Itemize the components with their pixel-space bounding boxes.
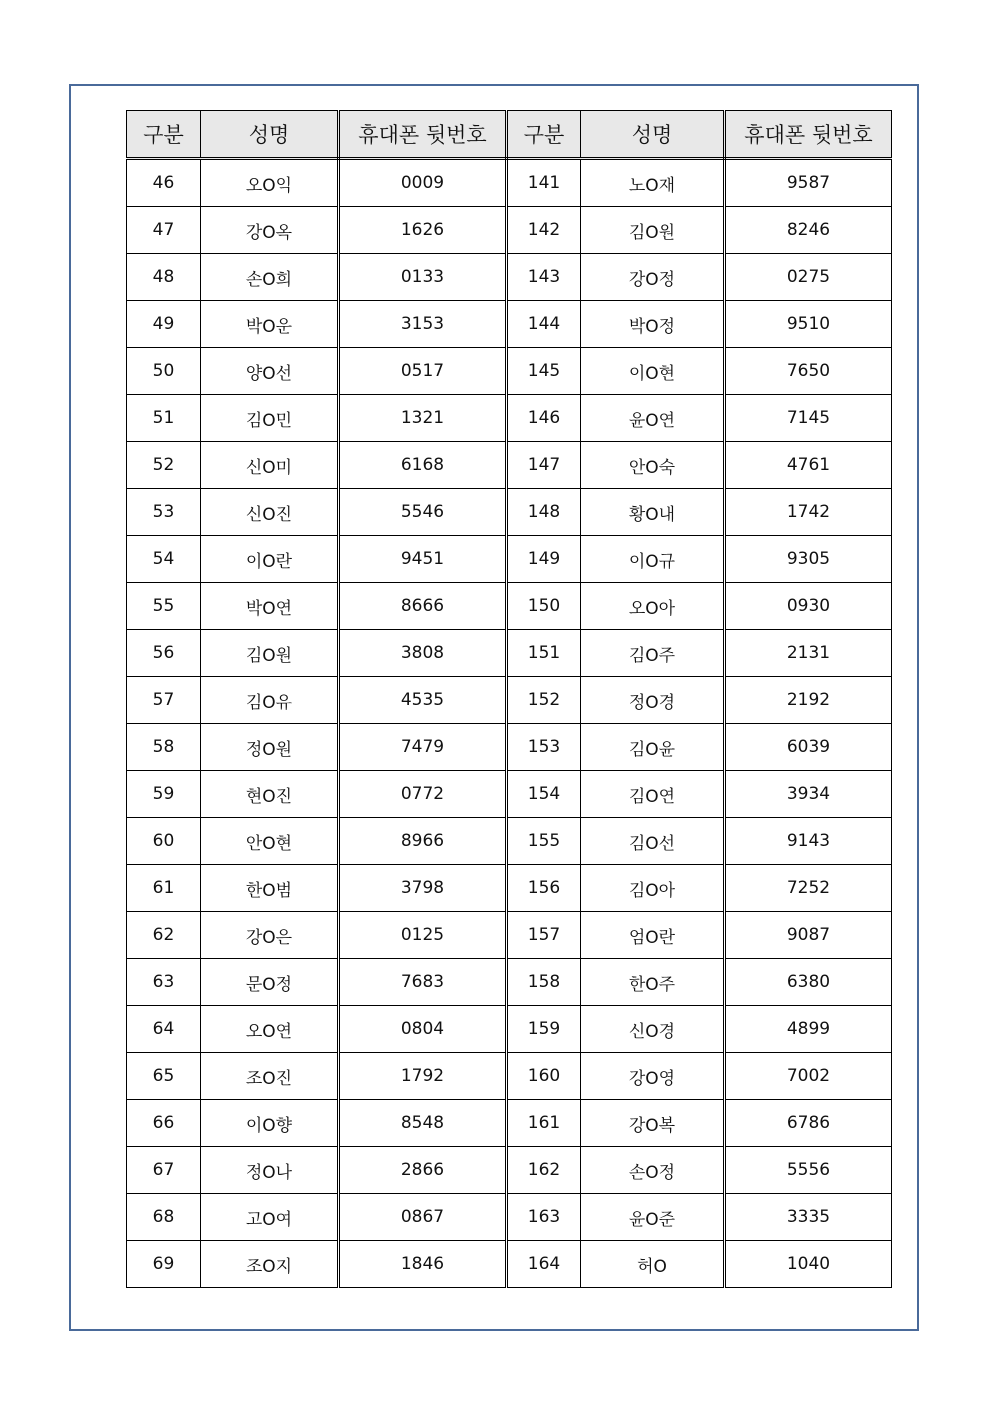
header-phone-last-digits: 휴대폰 뒷번호 — [725, 111, 892, 159]
cell-name: 정O원 — [201, 724, 339, 771]
table-row — [127, 254, 892, 301]
cell-name: 김O유 — [201, 677, 339, 724]
cell-category: 58 — [127, 724, 201, 771]
cell-category: 65 — [127, 1053, 201, 1100]
cell-phone: 4761 — [725, 442, 892, 489]
cell-name: 안O현 — [201, 818, 339, 865]
cell-category: 53 — [127, 489, 201, 536]
cell-category: 164 — [507, 1241, 581, 1288]
cell-phone: 7650 — [725, 348, 892, 395]
cell-phone: 5546 — [339, 489, 507, 536]
cell-phone: 0133 — [339, 254, 507, 301]
cell-phone: 0275 — [725, 254, 892, 301]
table-row — [127, 1147, 892, 1194]
table-row — [127, 818, 892, 865]
cell-category: 142 — [507, 207, 581, 254]
cell-name: 황O내 — [581, 489, 725, 536]
cell-phone: 3798 — [339, 865, 507, 912]
cell-category: 149 — [507, 536, 581, 583]
cell-name: 신O진 — [201, 489, 339, 536]
table-row — [127, 630, 892, 677]
cell-phone: 0517 — [339, 348, 507, 395]
cell-name: 이O규 — [581, 536, 725, 583]
cell-name: 김O원 — [581, 207, 725, 254]
cell-category: 155 — [507, 818, 581, 865]
cell-phone: 1040 — [725, 1241, 892, 1288]
cell-phone: 7145 — [725, 395, 892, 442]
header-category: 구분 — [507, 111, 581, 159]
cell-name: 손O희 — [201, 254, 339, 301]
cell-name: 노O재 — [581, 159, 725, 207]
cell-name: 김O민 — [201, 395, 339, 442]
cell-phone: 8966 — [339, 818, 507, 865]
cell-name: 강O정 — [581, 254, 725, 301]
cell-category: 48 — [127, 254, 201, 301]
cell-name: 오O연 — [201, 1006, 339, 1053]
table-row — [127, 536, 892, 583]
cell-phone: 6039 — [725, 724, 892, 771]
cell-name: 한O주 — [581, 959, 725, 1006]
cell-phone: 1846 — [339, 1241, 507, 1288]
cell-phone: 8246 — [725, 207, 892, 254]
cell-category: 52 — [127, 442, 201, 489]
cell-name: 신O미 — [201, 442, 339, 489]
roster-body — [127, 159, 892, 1288]
cell-category: 148 — [507, 489, 581, 536]
cell-name: 조O지 — [201, 1241, 339, 1288]
cell-category: 69 — [127, 1241, 201, 1288]
cell-name: 강O복 — [581, 1100, 725, 1147]
cell-name: 정O나 — [201, 1147, 339, 1194]
cell-name: 문O정 — [201, 959, 339, 1006]
cell-name: 엄O란 — [581, 912, 725, 959]
cell-phone: 7683 — [339, 959, 507, 1006]
cell-category: 64 — [127, 1006, 201, 1053]
cell-phone: 0930 — [725, 583, 892, 630]
cell-category: 47 — [127, 207, 201, 254]
cell-phone: 6380 — [725, 959, 892, 1006]
table-row — [127, 912, 892, 959]
cell-category: 145 — [507, 348, 581, 395]
table-row — [127, 348, 892, 395]
header-phone-last-digits: 휴대폰 뒷번호 — [339, 111, 507, 159]
cell-phone: 7252 — [725, 865, 892, 912]
table-row — [127, 1194, 892, 1241]
cell-category: 162 — [507, 1147, 581, 1194]
cell-category: 66 — [127, 1100, 201, 1147]
cell-category: 62 — [127, 912, 201, 959]
cell-category: 68 — [127, 1194, 201, 1241]
cell-name: 강O옥 — [201, 207, 339, 254]
table-row — [127, 677, 892, 724]
cell-name: 양O선 — [201, 348, 339, 395]
table-row — [127, 442, 892, 489]
cell-phone: 9087 — [725, 912, 892, 959]
cell-category: 161 — [507, 1100, 581, 1147]
cell-phone: 0804 — [339, 1006, 507, 1053]
cell-category: 46 — [127, 159, 201, 207]
cell-phone: 0772 — [339, 771, 507, 818]
table-row — [127, 1006, 892, 1053]
table-row — [127, 301, 892, 348]
cell-phone: 9510 — [725, 301, 892, 348]
cell-name: 정O경 — [581, 677, 725, 724]
cell-phone: 6168 — [339, 442, 507, 489]
cell-name: 강O영 — [581, 1053, 725, 1100]
cell-name: 안O숙 — [581, 442, 725, 489]
cell-phone: 1626 — [339, 207, 507, 254]
cell-category: 150 — [507, 583, 581, 630]
cell-category: 54 — [127, 536, 201, 583]
table-row — [127, 771, 892, 818]
cell-phone: 1742 — [725, 489, 892, 536]
cell-name: 한O범 — [201, 865, 339, 912]
cell-phone: 7479 — [339, 724, 507, 771]
header-category: 구분 — [127, 111, 201, 159]
cell-name: 고O여 — [201, 1194, 339, 1241]
cell-name: 김O윤 — [581, 724, 725, 771]
table-row — [127, 395, 892, 442]
cell-category: 158 — [507, 959, 581, 1006]
roster-table — [126, 110, 892, 1288]
cell-name: 박O연 — [201, 583, 339, 630]
cell-category: 151 — [507, 630, 581, 677]
cell-phone: 0009 — [339, 159, 507, 207]
cell-category: 63 — [127, 959, 201, 1006]
cell-name: 손O정 — [581, 1147, 725, 1194]
cell-name: 윤O연 — [581, 395, 725, 442]
table-row — [127, 207, 892, 254]
cell-phone: 4899 — [725, 1006, 892, 1053]
cell-category: 159 — [507, 1006, 581, 1053]
cell-name: 김O원 — [201, 630, 339, 677]
cell-phone: 3808 — [339, 630, 507, 677]
cell-category: 143 — [507, 254, 581, 301]
cell-phone: 8548 — [339, 1100, 507, 1147]
cell-phone: 1792 — [339, 1053, 507, 1100]
cell-name: 이O향 — [201, 1100, 339, 1147]
cell-category: 59 — [127, 771, 201, 818]
cell-category: 60 — [127, 818, 201, 865]
cell-name: 김O주 — [581, 630, 725, 677]
cell-phone: 2192 — [725, 677, 892, 724]
cell-category: 49 — [127, 301, 201, 348]
cell-name: 박O정 — [581, 301, 725, 348]
cell-name: 김O아 — [581, 865, 725, 912]
cell-phone: 9587 — [725, 159, 892, 207]
cell-name: 현O진 — [201, 771, 339, 818]
table-row — [127, 583, 892, 630]
cell-name: 오O익 — [201, 159, 339, 207]
cell-phone: 3934 — [725, 771, 892, 818]
cell-category: 153 — [507, 724, 581, 771]
table-row — [127, 865, 892, 912]
cell-category: 144 — [507, 301, 581, 348]
cell-name: 조O진 — [201, 1053, 339, 1100]
cell-category: 51 — [127, 395, 201, 442]
cell-phone: 2866 — [339, 1147, 507, 1194]
cell-phone: 6786 — [725, 1100, 892, 1147]
cell-name: 김O선 — [581, 818, 725, 865]
cell-category: 163 — [507, 1194, 581, 1241]
cell-category: 156 — [507, 865, 581, 912]
table-row — [127, 724, 892, 771]
table-row — [127, 959, 892, 1006]
cell-phone: 2131 — [725, 630, 892, 677]
table-row — [127, 489, 892, 536]
header-name: 성명 — [201, 111, 339, 159]
cell-phone: 3153 — [339, 301, 507, 348]
cell-name: 허O — [581, 1241, 725, 1288]
cell-name: 윤O준 — [581, 1194, 725, 1241]
cell-category: 147 — [507, 442, 581, 489]
cell-category: 160 — [507, 1053, 581, 1100]
cell-category: 154 — [507, 771, 581, 818]
cell-name: 신O경 — [581, 1006, 725, 1053]
table-row — [127, 159, 892, 207]
cell-phone: 0125 — [339, 912, 507, 959]
cell-phone: 9305 — [725, 536, 892, 583]
cell-category: 50 — [127, 348, 201, 395]
cell-category: 55 — [127, 583, 201, 630]
cell-phone: 7002 — [725, 1053, 892, 1100]
cell-category: 57 — [127, 677, 201, 724]
cell-phone: 9143 — [725, 818, 892, 865]
cell-category: 61 — [127, 865, 201, 912]
cell-phone: 3335 — [725, 1194, 892, 1241]
cell-name: 이O란 — [201, 536, 339, 583]
cell-phone: 8666 — [339, 583, 507, 630]
cell-phone: 4535 — [339, 677, 507, 724]
cell-phone: 0867 — [339, 1194, 507, 1241]
cell-category: 146 — [507, 395, 581, 442]
cell-name: 오O아 — [581, 583, 725, 630]
cell-category: 157 — [507, 912, 581, 959]
cell-phone: 1321 — [339, 395, 507, 442]
table-row — [127, 1241, 892, 1288]
cell-name: 이O현 — [581, 348, 725, 395]
header-name: 성명 — [581, 111, 725, 159]
cell-name: 김O연 — [581, 771, 725, 818]
table-row — [127, 1053, 892, 1100]
header-row — [127, 111, 892, 159]
table-row — [127, 1100, 892, 1147]
cell-phone: 5556 — [725, 1147, 892, 1194]
cell-category: 141 — [507, 159, 581, 207]
cell-phone: 9451 — [339, 536, 507, 583]
cell-category: 67 — [127, 1147, 201, 1194]
cell-category: 56 — [127, 630, 201, 677]
cell-category: 152 — [507, 677, 581, 724]
cell-name: 박O운 — [201, 301, 339, 348]
cell-name: 강O은 — [201, 912, 339, 959]
